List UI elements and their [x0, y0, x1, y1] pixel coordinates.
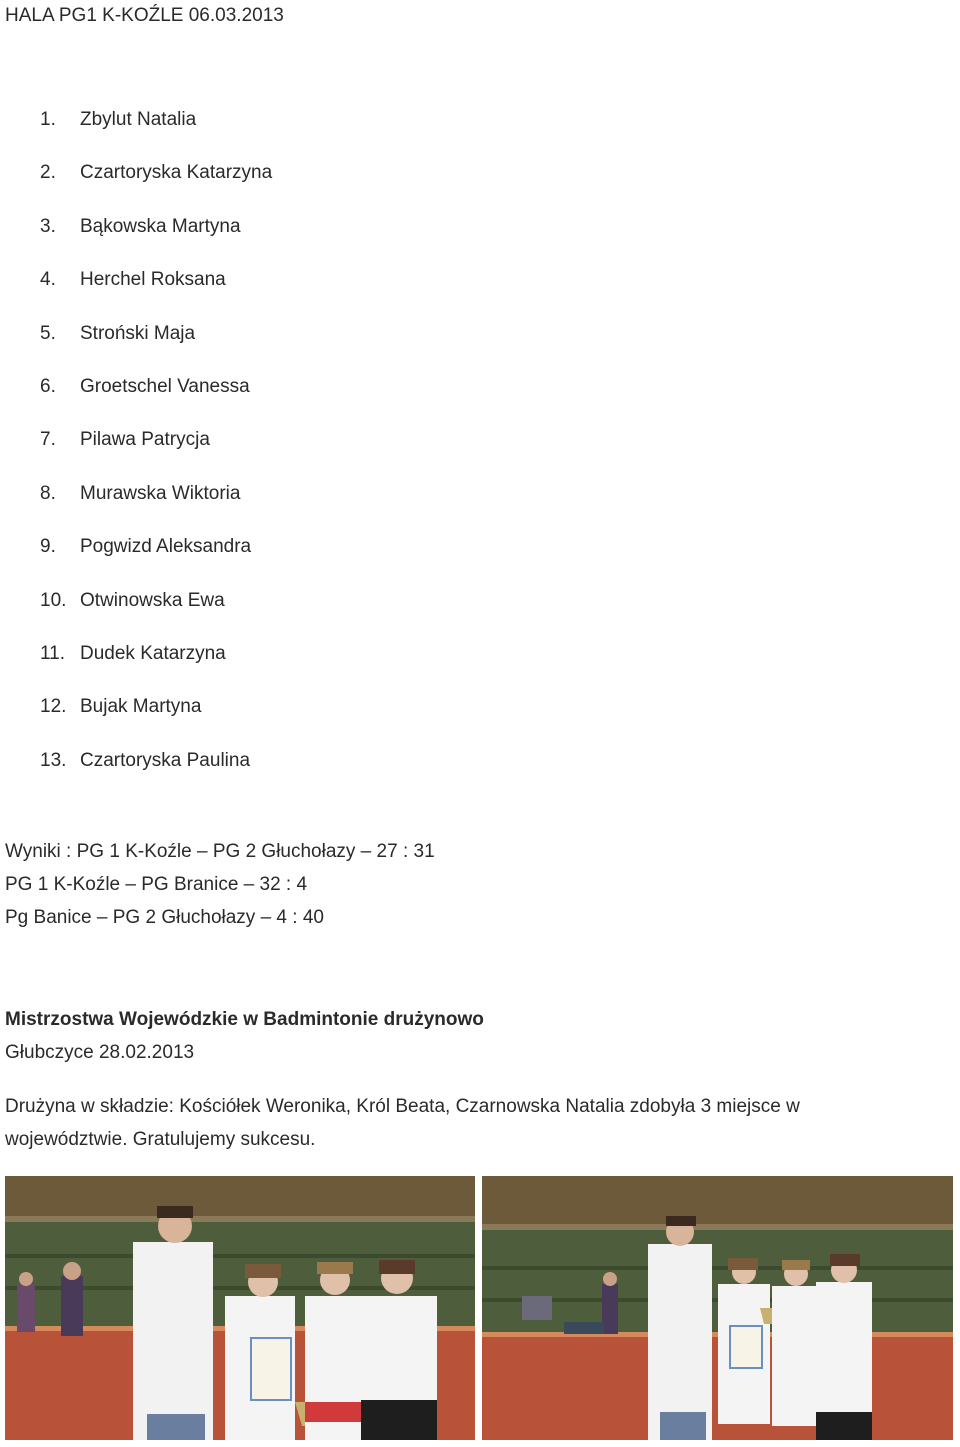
roster-name: Czartoryska Katarzyna: [80, 162, 273, 184]
roster-name: Otwinowska Ewa: [80, 589, 225, 611]
team-photo-left: [5, 1176, 475, 1440]
list-item: 11. Dudek Katarzyna: [40, 642, 272, 695]
roster-name: Murawska Wiktoria: [80, 482, 241, 504]
list-item: 5. Stroński Maja: [40, 322, 272, 375]
roster-name: Pogwizd Aleksandra: [80, 536, 252, 558]
roster-name: Bąkowska Martyna: [80, 215, 241, 237]
photo-left-graphic: [5, 1176, 475, 1440]
section-title: Mistrzostwa Wojewódzkie w Badmintonie drużynowo: [5, 1009, 484, 1030]
list-item: 9. Pogwizd Aleksandra: [40, 535, 272, 588]
section-subtitle: Głubczyce 28.02.2013: [5, 1042, 195, 1063]
team-paragraph: Drużyna w składzie: Kościółek Weronika, Król Beata, Czarnowska Natalia zdobyła 3 miejsce w województwie. Gratulujemy sukcesu.: [5, 1096, 800, 1150]
list-item: 10. Otwinowska Ewa: [40, 589, 272, 642]
result-line: Wyniki : PG 1 K-Koźle – PG 2 Głuchołazy – 27 : 31: [5, 841, 435, 862]
list-item: 2. Czartoryska Katarzyna: [40, 161, 272, 214]
results-block: [5, 835, 435, 934]
page-header: HALA PG1 K-KOŹLE 06.03.2013: [5, 5, 284, 26]
result-line: PG 1 K-Koźle – PG Branice – 32 : 4: [5, 874, 308, 895]
result-line: Pg Banice – PG 2 Głuchołazy – 4 : 40: [5, 907, 324, 928]
list-item: 3. Bąkowska Martyna: [40, 215, 272, 268]
roster-name: Herchel Roksana: [80, 269, 226, 291]
list-item: 1. Zbylut Natalia: [40, 108, 272, 161]
roster-name: Czartoryska Paulina: [80, 749, 251, 771]
roster-name: Bujak Martyna: [80, 696, 202, 718]
list-item: 6. Groetschel Vanessa: [40, 375, 272, 428]
list-item: 13. Czartoryska Paulina: [40, 749, 272, 802]
photo-right-graphic: [482, 1176, 953, 1440]
team-photo-right: [482, 1176, 953, 1440]
roster-name: Dudek Katarzyna: [80, 642, 226, 664]
roster-name: Groetschel Vanessa: [80, 375, 250, 397]
roster-name: Zbylut Natalia: [80, 109, 197, 130]
list-item: 7. Pilawa Patrycja: [40, 428, 272, 481]
championship-section: [5, 1003, 484, 1069]
list-item: 12. Bujak Martyna: [40, 695, 272, 748]
list-item: 4. Herchel Roksana: [40, 268, 272, 321]
roster-name: Pilawa Patrycja: [80, 429, 210, 451]
list-item: 8. Murawska Wiktoria: [40, 482, 272, 535]
roster-name: Stroński Maja: [80, 322, 196, 344]
roster-list: [40, 108, 272, 802]
